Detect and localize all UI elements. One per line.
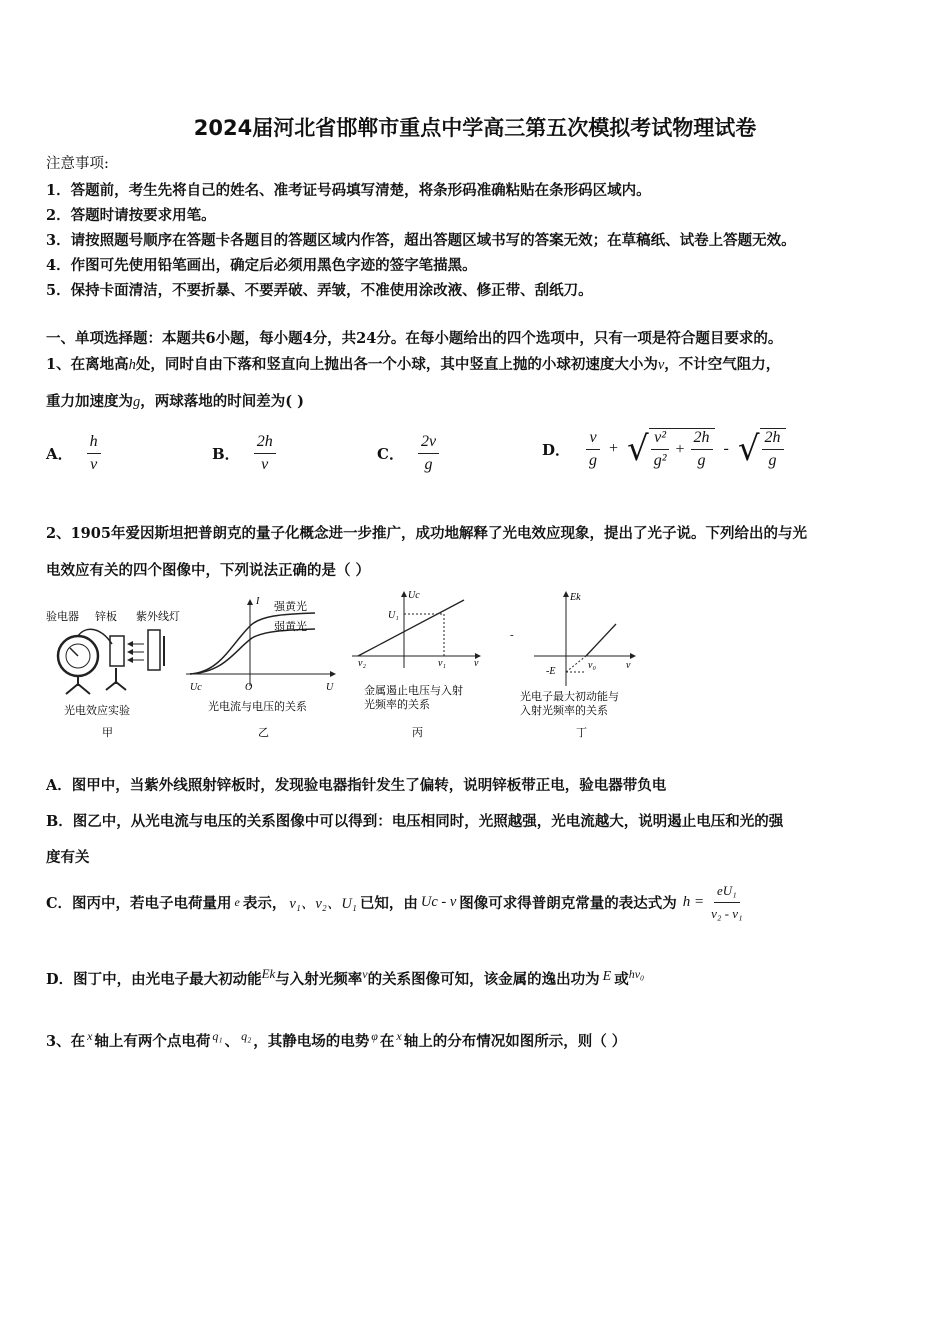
fig-ding-caption1: 光电子最大初动能与 xyxy=(520,691,619,703)
fig-bing-axis-x: v xyxy=(474,658,479,669)
uc-v-line xyxy=(358,600,464,656)
fig-yi-axis-x: U xyxy=(326,682,334,693)
sqrt-sign: √ $\frac{\text{v²}}{\text{g²}}$ + $\frac{2h}{g}$ xyxy=(627,428,715,470)
figure-yi xyxy=(186,596,335,739)
fig-yi-name: 乙 xyxy=(258,727,269,739)
weak-light-curve xyxy=(190,629,315,674)
q1-stem-line2: 重力加速度为g，两球落地的时间差为( ) xyxy=(46,393,305,410)
fig-ding-neg-e: -E xyxy=(546,666,556,677)
q2-option-a[interactable]: A．图甲中，当紫外线照射锌板时，发现验电器指针发生了偏转，说明锌板带正电，验电器带负电 xyxy=(46,777,667,794)
notice-item-2: 2．答题时请按要求用笔。 xyxy=(46,207,216,224)
q1-option-b[interactable]: B． $\frac{2h}{v}$ xyxy=(212,433,276,474)
fig-yi-weak: 弱黄光 xyxy=(274,621,307,633)
fig-yi-origin: O xyxy=(245,682,253,693)
q2-option-d[interactable]: D．图丁中，由光电子最大初动能 Ek 与入射光频率 v 的关系图像可知，该金属的逸出功为 E 或 hv₀ xyxy=(46,966,645,988)
fig-yi-strong: 强黄光 xyxy=(274,601,307,613)
q2-stem-line1: 2、1905年爱因斯坦把普朗克的量子化概念进一步推广，成功地解释了光电效应现象，提出了光子说。下列给出的与光 xyxy=(46,525,807,542)
q1-option-a[interactable]: A． $\frac{h}{v}$ xyxy=(46,433,101,474)
figure-ding xyxy=(520,592,635,739)
notice-heading: 注意事项: xyxy=(46,156,109,172)
notice-item-5: 5．保持卡面清洁，不要折暴、不要弄破、弄皱，不准使用涂改液、修正带、刮纸刀。 xyxy=(46,282,593,299)
q2-option-b-line1[interactable]: B．图乙中，从光电流与电压的关系图像中可以得到：电压相同时，光照越强，光电流越大，说明遏止电压和光的强 xyxy=(46,813,784,830)
fig-bing-v1: v₁ xyxy=(438,658,446,669)
fig-bing-caption2: 光频率的关系 xyxy=(364,699,430,711)
uv-lamp-icon xyxy=(148,630,160,670)
fig-bing-u1: U₁ xyxy=(388,610,399,621)
fig-bing-axis-y: Uc xyxy=(408,590,420,601)
figure-bing xyxy=(352,590,480,739)
q1-option-d[interactable]: D． $\frac{v}{g}$ + √ $\frac{\text{v²}}{\text{g²}}$ + $\frac{2h}{g}$ - √ $\frac{2h}{g}$ xyxy=(542,428,786,470)
fig-bing-v2: v₂ xyxy=(358,658,366,669)
fig-ding-axis-y: Ek xyxy=(570,592,581,603)
q1-stem-line1: 1、在离地高h处，同时自由下落和竖直向上抛出各一个小球，其中竖直上抛的小球初速度大小为v，不计空气阻力， xyxy=(46,356,781,373)
fig-jia-label-zinc: 锌板 xyxy=(95,611,117,623)
q2-option-b-line2: 度有关 xyxy=(46,849,90,866)
zinc-plate-icon xyxy=(110,636,124,666)
fig-ding-v0: v₀ xyxy=(588,660,596,671)
q2-stem-line2: 电效应有关的四个图像中，下列说法正确的是（ ） xyxy=(46,562,371,579)
notice-item-1: 1．答题前，考生先将自己的姓名、准考证号码填写清楚，将条形码准确粘贴在条形码区域内。 xyxy=(46,182,651,199)
fig-ding-caption2: 入射光频率的关系 xyxy=(520,705,608,717)
fig-yi-axis-y: I xyxy=(256,596,260,607)
fig-jia-label-uv-lamp: 紫外线灯 xyxy=(136,611,180,623)
sqrt-sign: √ $\frac{2h}{g}$ xyxy=(738,428,786,470)
fig-jia-caption: 光电效应实验 xyxy=(64,705,130,717)
notice-item-4: 4．作图可先使用铅笔画出，确定后必须用黑色字迹的签字笔描黑。 xyxy=(46,257,477,274)
fig-ding-name: 丁 xyxy=(576,727,587,739)
ek-v-line xyxy=(586,624,616,656)
fig-bing-caption1: 金属遏止电压与入射 xyxy=(364,685,463,697)
fig-yi-caption: 光电流与电压的关系 xyxy=(208,701,307,713)
notice-item-3: 3．请按照题号顺序在答题卡各题目的答题区域内作答，超出答题区域书写的答案无效；在草稿纸、试卷上答题无效。 xyxy=(46,232,796,249)
fig-ding-axis-x: v xyxy=(626,660,631,671)
photoelectric-figures xyxy=(40,586,660,746)
q3-stem: 3、在 x 轴上有两个点电荷 q₁ 、 q₂ ，其静电场的电势 φ 在 x 轴上的分布情况如图所示，则（ ） xyxy=(46,1029,627,1050)
page-title: 2024届河北省邯郸市重点中学高三第五次模拟考试物理试卷 xyxy=(193,116,757,140)
section-heading: 一、单项选择题：本题共6小题，每小题4分，共24分。在每小题给出的四个选项中，只有一项是符合题目要求的。 xyxy=(46,330,783,347)
fig-bing-name: 丙 xyxy=(412,727,423,739)
q2-option-c[interactable]: C．图丙中，若电子电荷量用 e 表示， v₁、v₂、U₁ 已知，由 Uc - v 图像可求得普朗克常量的表达式为 h = $\frac{\text{eU₁}}{\text{v₂ - v₁}}$ xyxy=(46,883,743,921)
fig-jia-name: 甲 xyxy=(102,727,113,739)
svg-text:-: - xyxy=(510,629,514,641)
fig-yi-neg-uc: Uc xyxy=(190,682,202,693)
figure-jia xyxy=(46,609,180,739)
q1-option-c[interactable]: C． $\frac{2v}{g}$ xyxy=(377,433,439,474)
fig-jia-label-electroscope: 验电器 xyxy=(46,611,79,623)
